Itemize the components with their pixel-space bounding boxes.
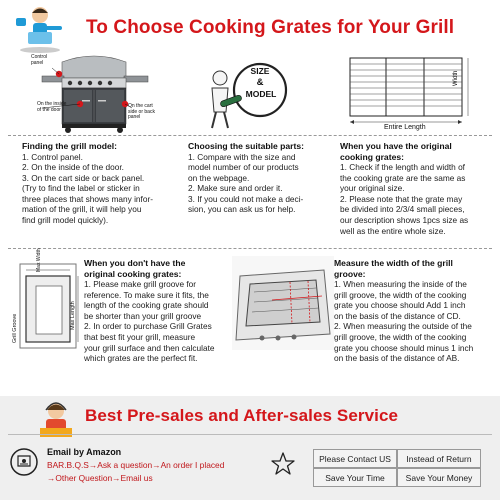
label-control-panel: Control panel bbox=[31, 54, 48, 66]
body-line: that best fit your grill, measure bbox=[84, 331, 196, 342]
body-line: reference. To make sure it fits, the bbox=[84, 289, 209, 300]
body-line: grill groove, the width of the cooking bbox=[334, 331, 467, 342]
section-not-have-heading-1: When you don't have the bbox=[84, 258, 186, 268]
star-icon bbox=[270, 451, 296, 477]
body-line: our description shows 1pcs size as bbox=[340, 214, 469, 225]
section-choose-heading: Choosing the suitable parts: bbox=[188, 141, 305, 151]
section-measure-heading-1: Measure the width of the grill bbox=[334, 258, 453, 268]
body-line: on the webpage. bbox=[188, 172, 250, 183]
body-line: 1. Check if the length and width of bbox=[340, 162, 465, 172]
save-money-cell[interactable]: Save Your Money bbox=[397, 468, 481, 487]
groove-max-width-label: Max Width bbox=[36, 248, 42, 272]
footer-title: Best Pre-sales and After-sales Service bbox=[85, 406, 399, 425]
section-find-heading: Finding the grill model: bbox=[22, 141, 118, 151]
section-have-body bbox=[340, 162, 495, 236]
divider-top bbox=[8, 135, 492, 136]
amp-text: & bbox=[256, 77, 264, 88]
label-cart-side: On the cart side or back panel bbox=[128, 103, 155, 120]
section-not-have-heading-2: original cooking grates: bbox=[84, 268, 182, 279]
body-line: grill groove, the width of the cooking bbox=[334, 289, 467, 300]
body-line: be divided into 2/3/4 small pieces, bbox=[340, 204, 465, 215]
section-measure-body bbox=[334, 279, 494, 364]
email-path-line-1: BAR.B.Q.S→Ask a question→An order I placed bbox=[47, 460, 225, 470]
section-have-heading-2: cooking grates: bbox=[340, 151, 404, 162]
body-line: 2. Make sure and order it. bbox=[188, 183, 283, 194]
footer-divider bbox=[8, 434, 492, 435]
body-line: find grill model quickly). bbox=[22, 215, 109, 226]
model-text: MODEL bbox=[245, 89, 277, 99]
body-line: length of the cooking grate should bbox=[84, 300, 209, 311]
body-line: 2. When measuring the outside of the bbox=[334, 321, 472, 332]
contact-us-cell[interactable]: Please Contact US bbox=[313, 449, 397, 468]
body-line: sion, you can ask us for help. bbox=[188, 204, 296, 215]
body-line: the cooking grate are the same as bbox=[340, 172, 466, 183]
body-line: grate you choose should minus 1 inch bbox=[334, 342, 474, 353]
body-line: 1. Please make grill groove for bbox=[84, 279, 197, 289]
grate-diagram bbox=[346, 52, 476, 134]
body-line: 3. On the cart side or back panel. bbox=[22, 172, 145, 183]
body-line: 1. When measuring the inside of the bbox=[334, 279, 467, 289]
page-title: To Choose Cooking Grates for Your Grill bbox=[86, 17, 455, 38]
section-choose-body bbox=[188, 152, 338, 216]
label-inside-door: On the inside of the door bbox=[37, 101, 67, 113]
section-not-have-body bbox=[84, 279, 234, 364]
groove-max-length-label: Max Length bbox=[70, 301, 76, 330]
body-line: 1. Compare with the size and bbox=[188, 151, 296, 162]
size-text: SIZE bbox=[250, 66, 270, 76]
body-line: be shorter than your grill groove bbox=[84, 310, 202, 321]
body-line: 2. Please note that the grate may bbox=[340, 193, 463, 204]
section-measure-heading-2: groove: bbox=[334, 268, 366, 279]
body-line: three places that shows many infor- bbox=[22, 193, 153, 204]
body-line: model number of our products bbox=[188, 162, 299, 173]
body-line: grate you choose should Add 1 inch bbox=[334, 300, 466, 311]
email-path-line-2: →Other Question→Email us bbox=[47, 473, 153, 483]
save-time-cell[interactable]: Save Your Time bbox=[313, 468, 397, 487]
body-line: mation of the grill, it will help you bbox=[22, 204, 142, 215]
section-find-body bbox=[22, 152, 187, 226]
body-line: on the basis of the distance of AB. bbox=[334, 353, 460, 364]
instead-return-cell[interactable]: Instead of Return bbox=[397, 449, 481, 468]
groove-grill-groove-label: Grill Groove bbox=[12, 313, 18, 343]
support-agent-icon bbox=[34, 400, 78, 438]
grill-groove-photo bbox=[232, 256, 334, 350]
section-have bbox=[340, 141, 495, 236]
section-choose bbox=[188, 141, 338, 215]
body-line: 2. On the inside of the door. bbox=[22, 162, 124, 173]
body-line: (Try to find the label or sticker in bbox=[22, 183, 140, 194]
body-line: 2. In order to purchase Grill Grates bbox=[84, 321, 212, 332]
divider-middle bbox=[8, 248, 492, 249]
grate-length-label: Entire Length bbox=[384, 124, 426, 131]
body-line: 3. If you could not make a deci- bbox=[188, 193, 304, 204]
mascot-icon bbox=[14, 4, 66, 54]
email-heading: Email by Amazon bbox=[47, 447, 122, 457]
body-line: which grates are the perfect fit. bbox=[84, 353, 198, 364]
email-icon bbox=[10, 448, 38, 476]
grate-width-label: Width bbox=[453, 70, 459, 86]
body-line: 1. Control panel. bbox=[22, 151, 83, 162]
section-not-have bbox=[84, 258, 234, 364]
body-line: well as the entire whole size. bbox=[340, 225, 446, 236]
body-line: your original size. bbox=[340, 183, 405, 194]
section-have-heading-1: When you have the original bbox=[340, 141, 452, 151]
section-find bbox=[22, 141, 187, 226]
body-line: on the basis of the distance of CD. bbox=[334, 310, 461, 321]
body-line: your grill surface and then calculate bbox=[84, 342, 215, 353]
section-measure bbox=[334, 258, 494, 364]
